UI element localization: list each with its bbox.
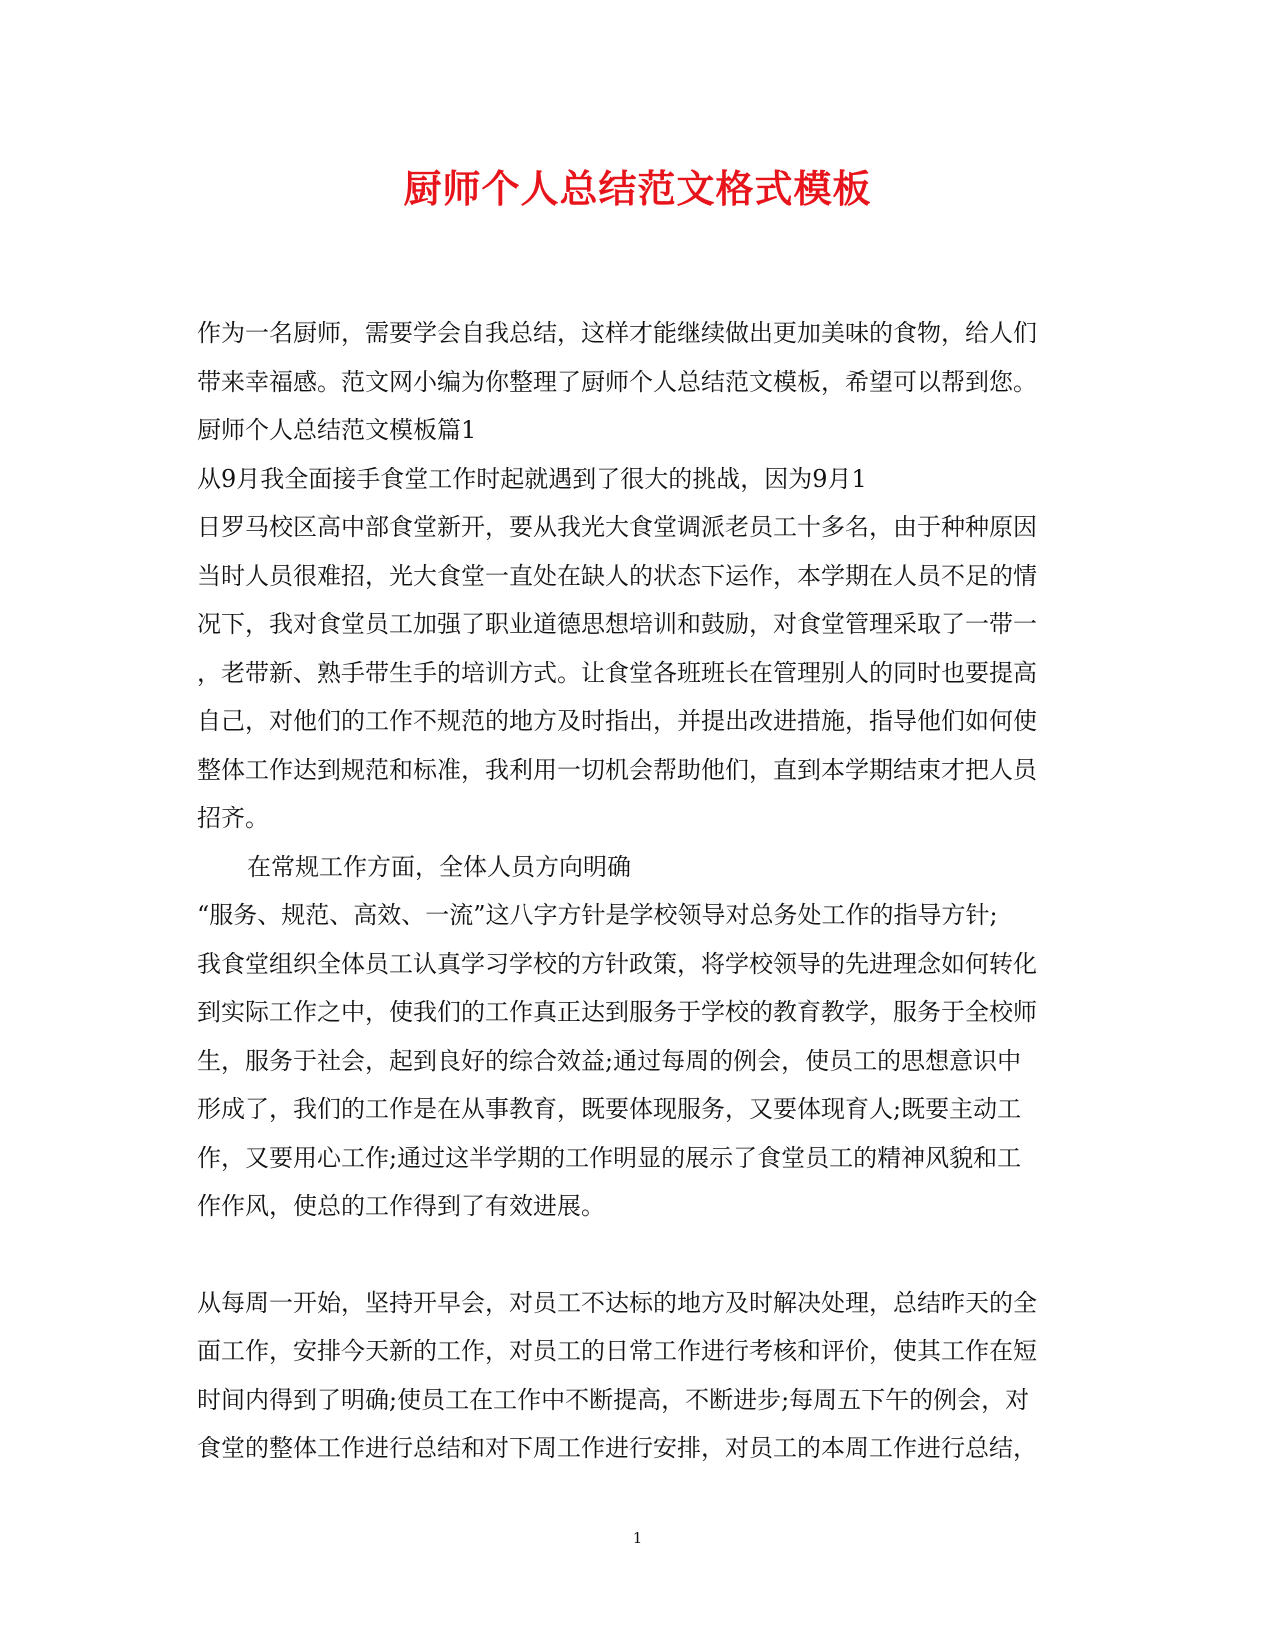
paragraph-line: 在常规工作方面，全体人员方向明确 (247, 852, 631, 881)
paragraph-line: ，老带新、熟手带生手的培训方式。让食堂各班班长在管理别人的同时也要提高 (197, 658, 1037, 687)
paragraph-line: 生，服务于社会，起到良好的综合效益;通过每周的例会，使员工的思想意识中 (197, 1046, 1022, 1075)
paragraph-line: 形成了，我们的工作是在从事教育，既要体现服务，又要体现育人;既要主动工 (197, 1095, 1022, 1123)
paragraph-line: 招齐。 (197, 804, 269, 832)
paragraph-line: 作作风，使总的工作得到了有效进展。 (197, 1192, 605, 1220)
document-body (197, 309, 1077, 1473)
paragraph-line: 作，又要用心工作;通过这半学期的工作明显的展示了食堂员工的精神风貌和工 (197, 1143, 1022, 1172)
paragraph-line: 作为一名厨师，需要学会自我总结，这样才能继续做出更加美味的食物，给人们 (197, 319, 1037, 347)
paragraph-line: 从9月我全面接手食堂工作时起就遇到了很大的挑战，因为9月1 (197, 464, 867, 493)
paragraph-line: 日罗马校区高中部食堂新开，要从我光大食堂调派老员工十多名，由于种种原因 (197, 513, 1037, 541)
page-number: 1 (632, 1529, 643, 1547)
paragraph-line: 食堂的整体工作进行总结和对下周工作进行安排，对员工的本周工作进行总结， (197, 1434, 1037, 1462)
document-title: 厨师个人总结范文格式模板 (403, 166, 872, 211)
paragraph-line: 整体工作达到规范和标准，我利用一切机会帮助他们，直到本学期结束才把人员 (197, 755, 1037, 784)
paragraph-line: 带来幸福感。范文网小编为你整理了厨师个人总结范文模板，希望可以帮到您。 (197, 367, 1037, 396)
paragraph-gap (197, 1231, 1077, 1279)
paragraph-line: 到实际工作之中，使我们的工作真正达到服务于学校的教育教学，服务于全校师 (197, 998, 1037, 1026)
paragraph-line: 从每周一开始，坚持开早会，对员工不达标的地方及时解决处理，总结昨天的全 (197, 1288, 1037, 1317)
section-heading: 厨师个人总结范文模板篇1 (197, 416, 477, 444)
paragraph-line: 面工作，安排今天新的工作，对员工的日常工作进行考核和评价，使其工作在短 (197, 1337, 1037, 1365)
paragraph-line: 当时人员很难招，光大食堂一直处在缺人的状态下运作，本学期在人员不足的情 (197, 561, 1037, 590)
paragraph-line: 况下，我对食堂员工加强了职业道德思想培训和鼓励，对食堂管理采取了一带一 (197, 610, 1037, 638)
paragraph-line: 我食堂组织全体员工认真学习学校的方针政策，将学校领导的先进理念如何转化 (197, 949, 1037, 978)
paragraph-line: “服务、规范、高效、一流”这八字方针是学校领导对总务处工作的指导方针; (197, 901, 998, 929)
paragraph-line: 时间内得到了明确;使员工在工作中不断提高，不断进步;每周五下午的例会，对 (197, 1385, 1030, 1414)
paragraph-line: 自己，对他们的工作不规范的地方及时指出，并提出改进措施，指导他们如何使 (197, 707, 1037, 735)
